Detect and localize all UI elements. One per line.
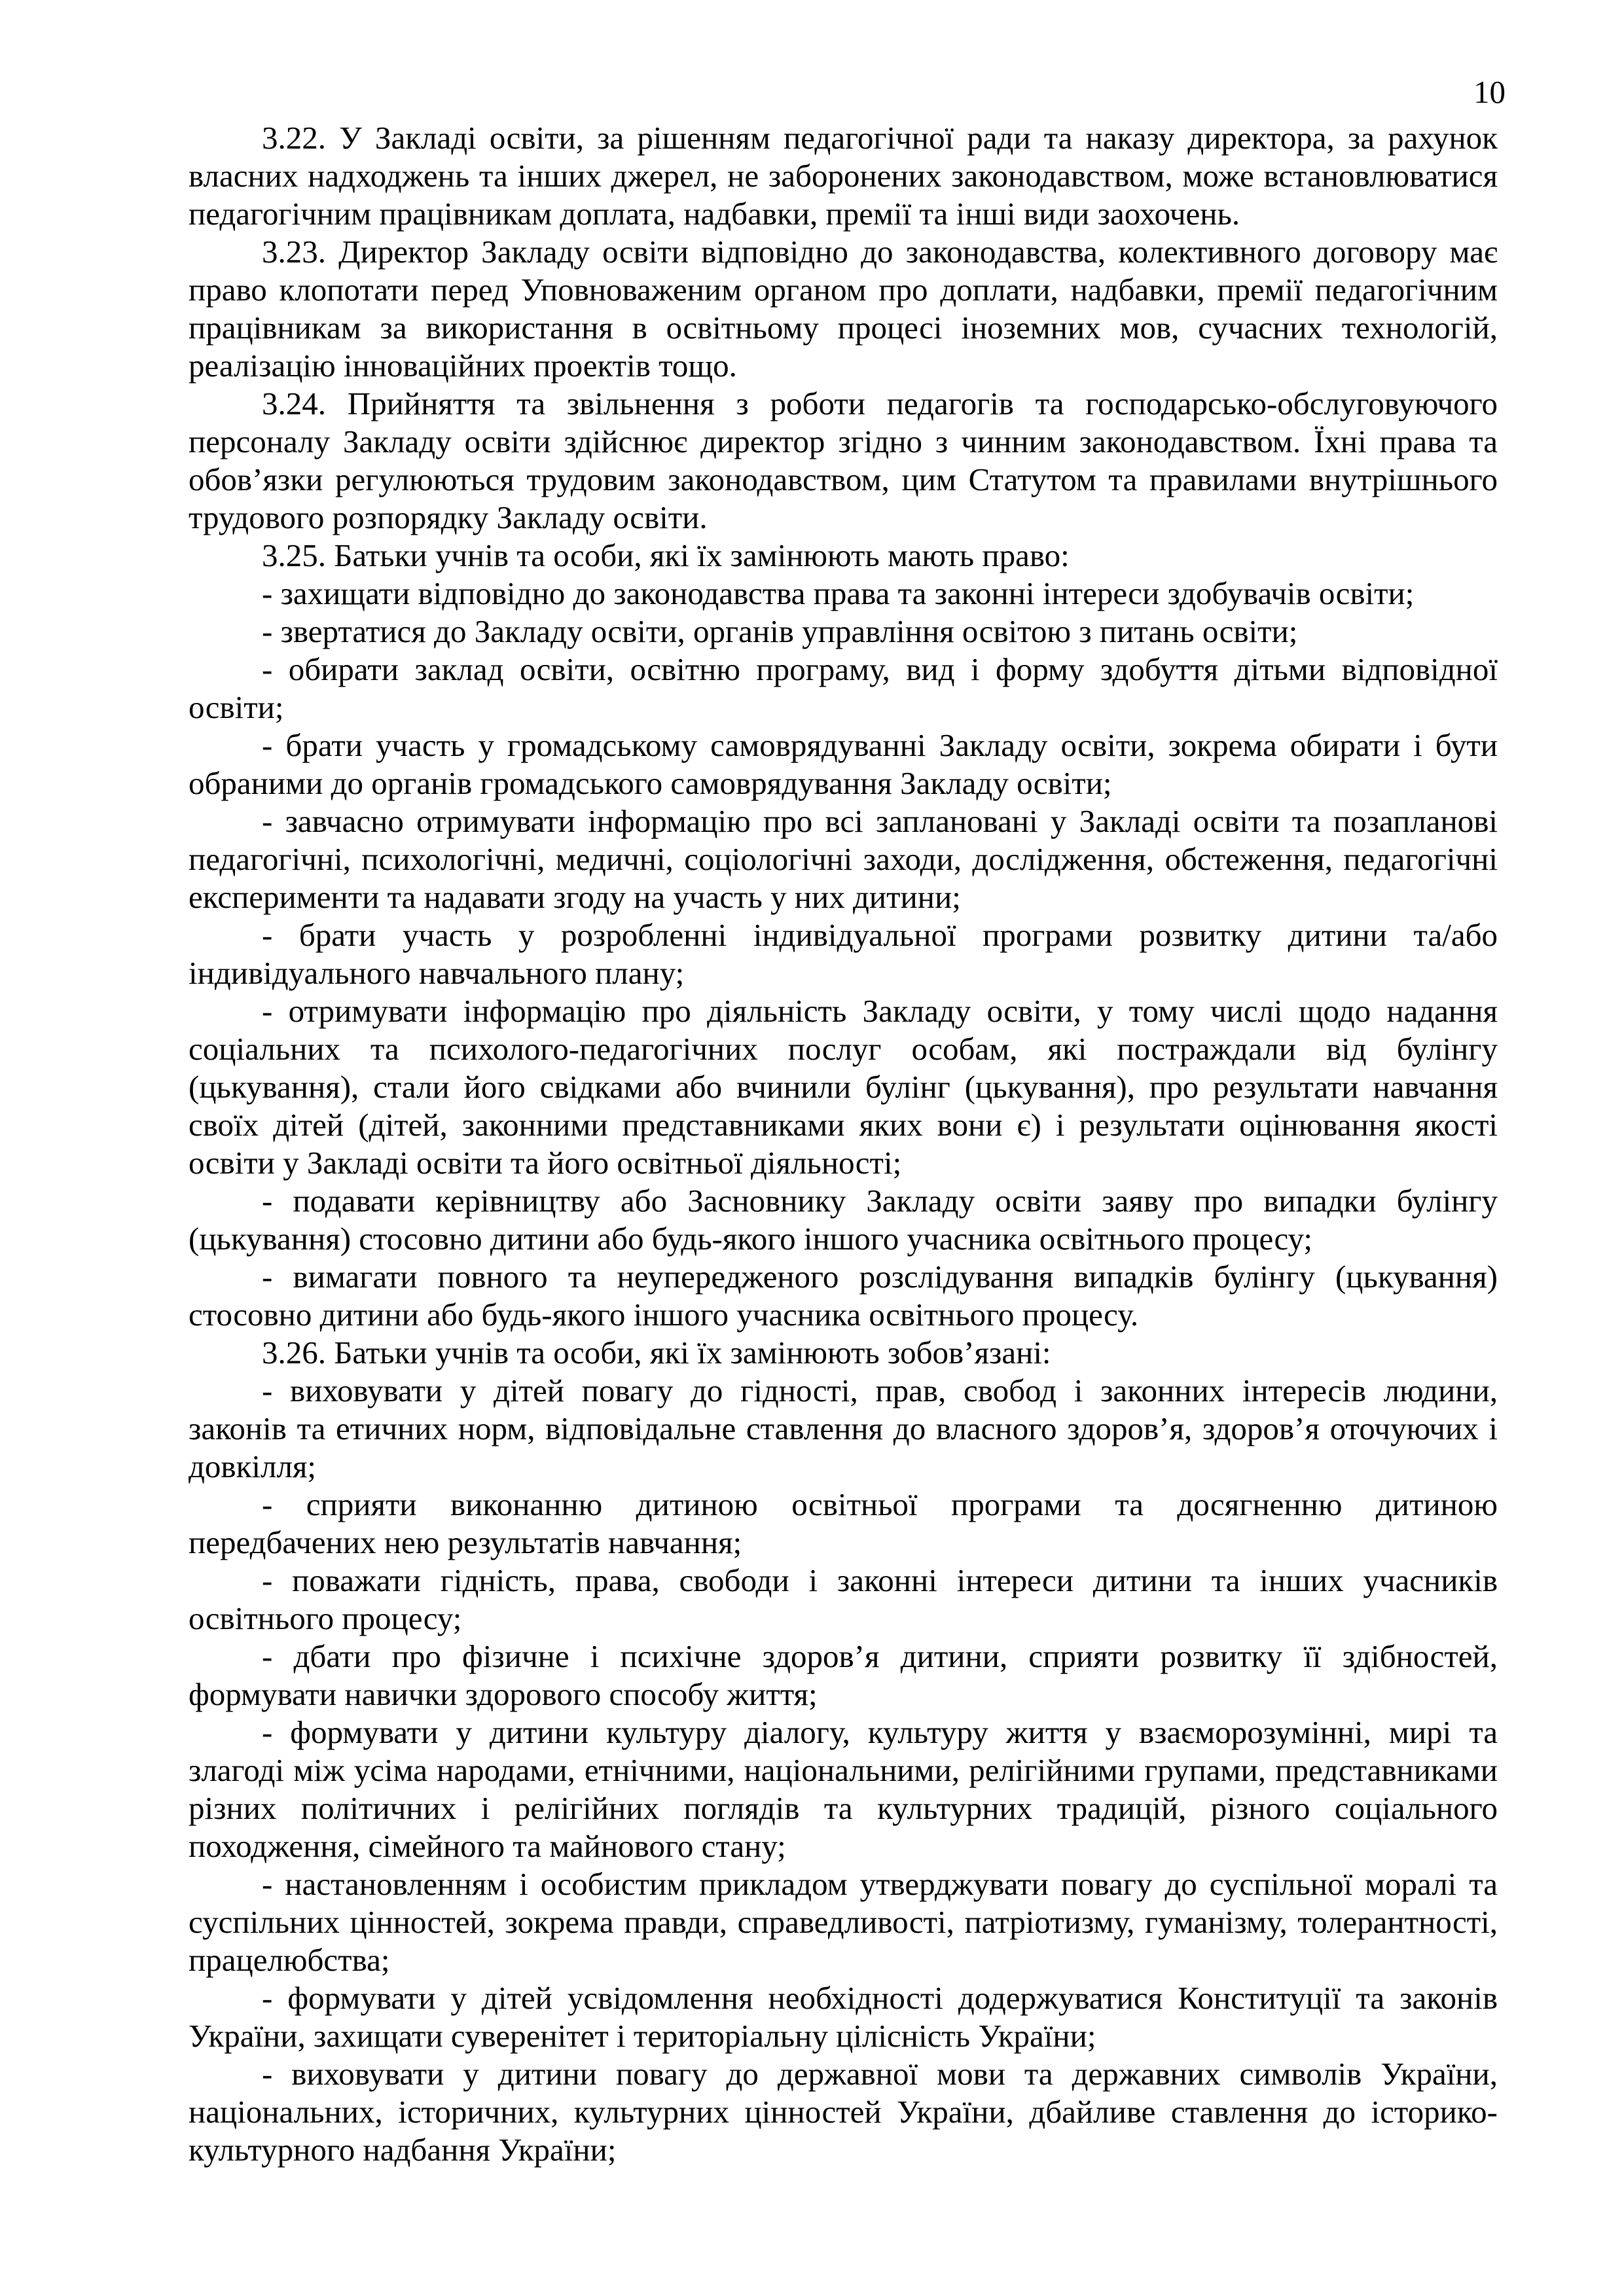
text-line: - формувати у дітей усвідомлення необхідності додержуватися Конституції та законів (262, 1980, 1498, 2016)
text-line: право клопотати перед Уповноваженим органом про доплати, надбавки, премії педагогічним (189, 272, 1498, 308)
paragraph (189, 726, 1498, 802)
text-line: стосовно дитини або будь-якого іншого учасника освітнього процесу. (189, 1297, 1139, 1333)
text-line: експерименти та надавати згоду на участь у них дитини; (189, 879, 961, 915)
paragraph (189, 1372, 1498, 1486)
text-line: - виховувати у дітей повагу до гідності, прав, свобод і законних інтересів людини, (262, 1372, 1498, 1408)
paragraph (189, 1865, 1498, 1979)
text-line: довкілля; (189, 1448, 317, 1484)
text-line: (цькування) стосовно дитини або будь-якого іншого учасника освітнього процесу; (189, 1221, 1313, 1257)
paragraph (189, 119, 1498, 233)
text-line: - настановленням і особистим прикладом утверджувати повагу до суспільної моралі та (262, 1866, 1498, 1902)
text-line: своїх дітей (дітей, законними представниками яких вони є) і результати оцінювання якості (189, 1107, 1498, 1143)
paragraph (189, 233, 1498, 385)
text-line: 3.23. Директор Закладу освіти відповідно до законодавства, колективного договору має (262, 234, 1498, 270)
text-line: педагогічні, психологічні, медичні, соціологічні заходи, дослідження, обстеження, педагогічні (189, 841, 1498, 877)
paragraph (189, 1334, 1498, 1372)
text-line: - поважати гідність, права, свободи і законні інтереси дитини та інших учасників (262, 1562, 1498, 1598)
paragraph (189, 385, 1498, 537)
text-line: соціальних та психолого-педагогічних послуг особам, які постраждали від булінгу (189, 1031, 1498, 1067)
page-number: 10 (1473, 74, 1506, 110)
text-line: 3.25. Батьки учнів та особи, які їх замінюють мають право: (262, 537, 1070, 573)
text-line: культурного надбання України; (189, 2132, 617, 2168)
text-line: педагогічним працівникам доплата, надбавки, премії та інші види заохочень. (189, 196, 1240, 232)
text-line: - захищати відповідно до законодавства права та законні інтереси здобувачів освіти; (262, 575, 1415, 611)
text-line: реалізацію інноваційних проектів тощо. (189, 348, 737, 384)
paragraph (189, 1713, 1498, 1865)
paragraph (189, 916, 1498, 992)
text-line: - брати участь у громадському самоврядуванні Закладу освіти, зокрема обирати і бути (262, 727, 1498, 763)
paragraph (189, 1979, 1498, 2055)
text-line: - виховувати у дитини повагу до державної мови та державних символів України, (262, 2056, 1498, 2092)
text-line: походження, сімейного та майнового стану; (189, 1828, 786, 1864)
text-line: власних надходжень та інших джерел, не заборонених законодавством, може встановлюватися (189, 158, 1498, 194)
text-line: - сприяти виконанню дитиною освітньої програми та досягненню дитиною (262, 1486, 1498, 1522)
paragraph (189, 1258, 1498, 1334)
text-line: - вимагати повного та неупередженого розслідування випадків булінгу (цькування) (262, 1259, 1498, 1295)
paragraph (189, 1486, 1498, 1562)
text-line: працівникам за використання в освітньому процесі іноземних мов, сучасних технологій, (189, 310, 1498, 346)
paragraph (189, 1638, 1498, 1713)
paragraph (189, 802, 1498, 916)
paragraph (189, 651, 1498, 726)
text-line: освіти; (189, 689, 284, 725)
text-line: - дбати про фізичне і психічне здоров’я дитини, сприяти розвитку її здібностей, (262, 1638, 1498, 1674)
text-line: 3.24. Прийняття та звільнення з роботи педагогів та господарсько-обслуговуючого (262, 386, 1498, 422)
text-line: злагоді між усіма народами, етнічними, національними, релігійними групами, представниками (189, 1752, 1498, 1788)
text-line: працелюбства; (189, 1942, 390, 1978)
text-line: (цькування), стали його свідками або вчинили булінг (цькування), про результати навчання (189, 1069, 1498, 1105)
text-line: - отримувати інформацію про діяльність Закладу освіти, у тому числі щодо надання (262, 993, 1498, 1029)
paragraph (189, 1562, 1498, 1638)
text-line: - подавати керівництву або Засновнику Закладу освіти заяву про випадки булінгу (262, 1183, 1498, 1219)
text-line: трудового розпорядку Закладу освіти. (189, 499, 708, 535)
text-line: різних політичних і релігійних поглядів та культурних традицій, різного соціального (189, 1790, 1498, 1826)
text-line: - звертатися до Закладу освіти, органів управління освітою з питань освіти; (262, 613, 1298, 649)
text-line: формувати навички здорового способу життя; (189, 1676, 818, 1712)
text-line: обов’язки регулюються трудовим законодавством, цим Статутом та правилами внутрішнього (189, 461, 1498, 497)
text-line: - брати участь у розробленні індивідуальної програми розвитку дитини та/або (262, 917, 1498, 953)
text-line: освітнього процесу; (189, 1600, 462, 1636)
page-content (189, 119, 1498, 2169)
text-line: передбачених нею результатів навчання; (189, 1524, 742, 1560)
text-line: обраними до органів громадського самоврядування Закладу освіти; (189, 765, 1112, 801)
paragraph (189, 613, 1498, 651)
text-line: України, захищати суверенітет і територіальну цілісність України; (189, 2018, 1096, 2054)
text-line: освіти у Закладі освіти та його освітньої діяльності; (189, 1145, 902, 1181)
text-line: індивідуального навчального плану; (189, 955, 685, 991)
paragraph (189, 992, 1498, 1182)
text-line: суспільних цінностей, зокрема правди, справедливості, патріотизму, гуманізму, толерантності, (189, 1904, 1498, 1940)
text-line: - завчасно отримувати інформацію про всі заплановані у Закладі освіти та позапланові (262, 803, 1498, 839)
text-line: національних, історичних, культурних цінностей України, дбайливе ставлення до історико- (189, 2094, 1498, 2130)
paragraph (189, 575, 1498, 613)
paragraph (189, 1182, 1498, 1258)
text-line: - формувати у дитини культуру діалогу, культуру життя у взаєморозумінні, мирі та (262, 1714, 1498, 1750)
text-line: 3.26. Батьки учнів та особи, які їх замінюють зобов’язані: (262, 1335, 1051, 1371)
paragraph (189, 2055, 1498, 2169)
text-line: 3.22. У Закладі освіти, за рішенням педагогічної ради та наказу директора, за рахунок (262, 120, 1498, 156)
paragraph (189, 537, 1498, 575)
text-line: законів та етичних норм, відповідальне ставлення до власного здоров’я, здоров’я оточуючих і (189, 1410, 1498, 1446)
text-line: персоналу Закладу освіти здійснює директор згідно з чинним законодавством. Їхні права та (189, 423, 1498, 459)
text-line: - обирати заклад освіти, освітню програму, вид і форму здобуття дітьми відповідної (262, 651, 1498, 687)
